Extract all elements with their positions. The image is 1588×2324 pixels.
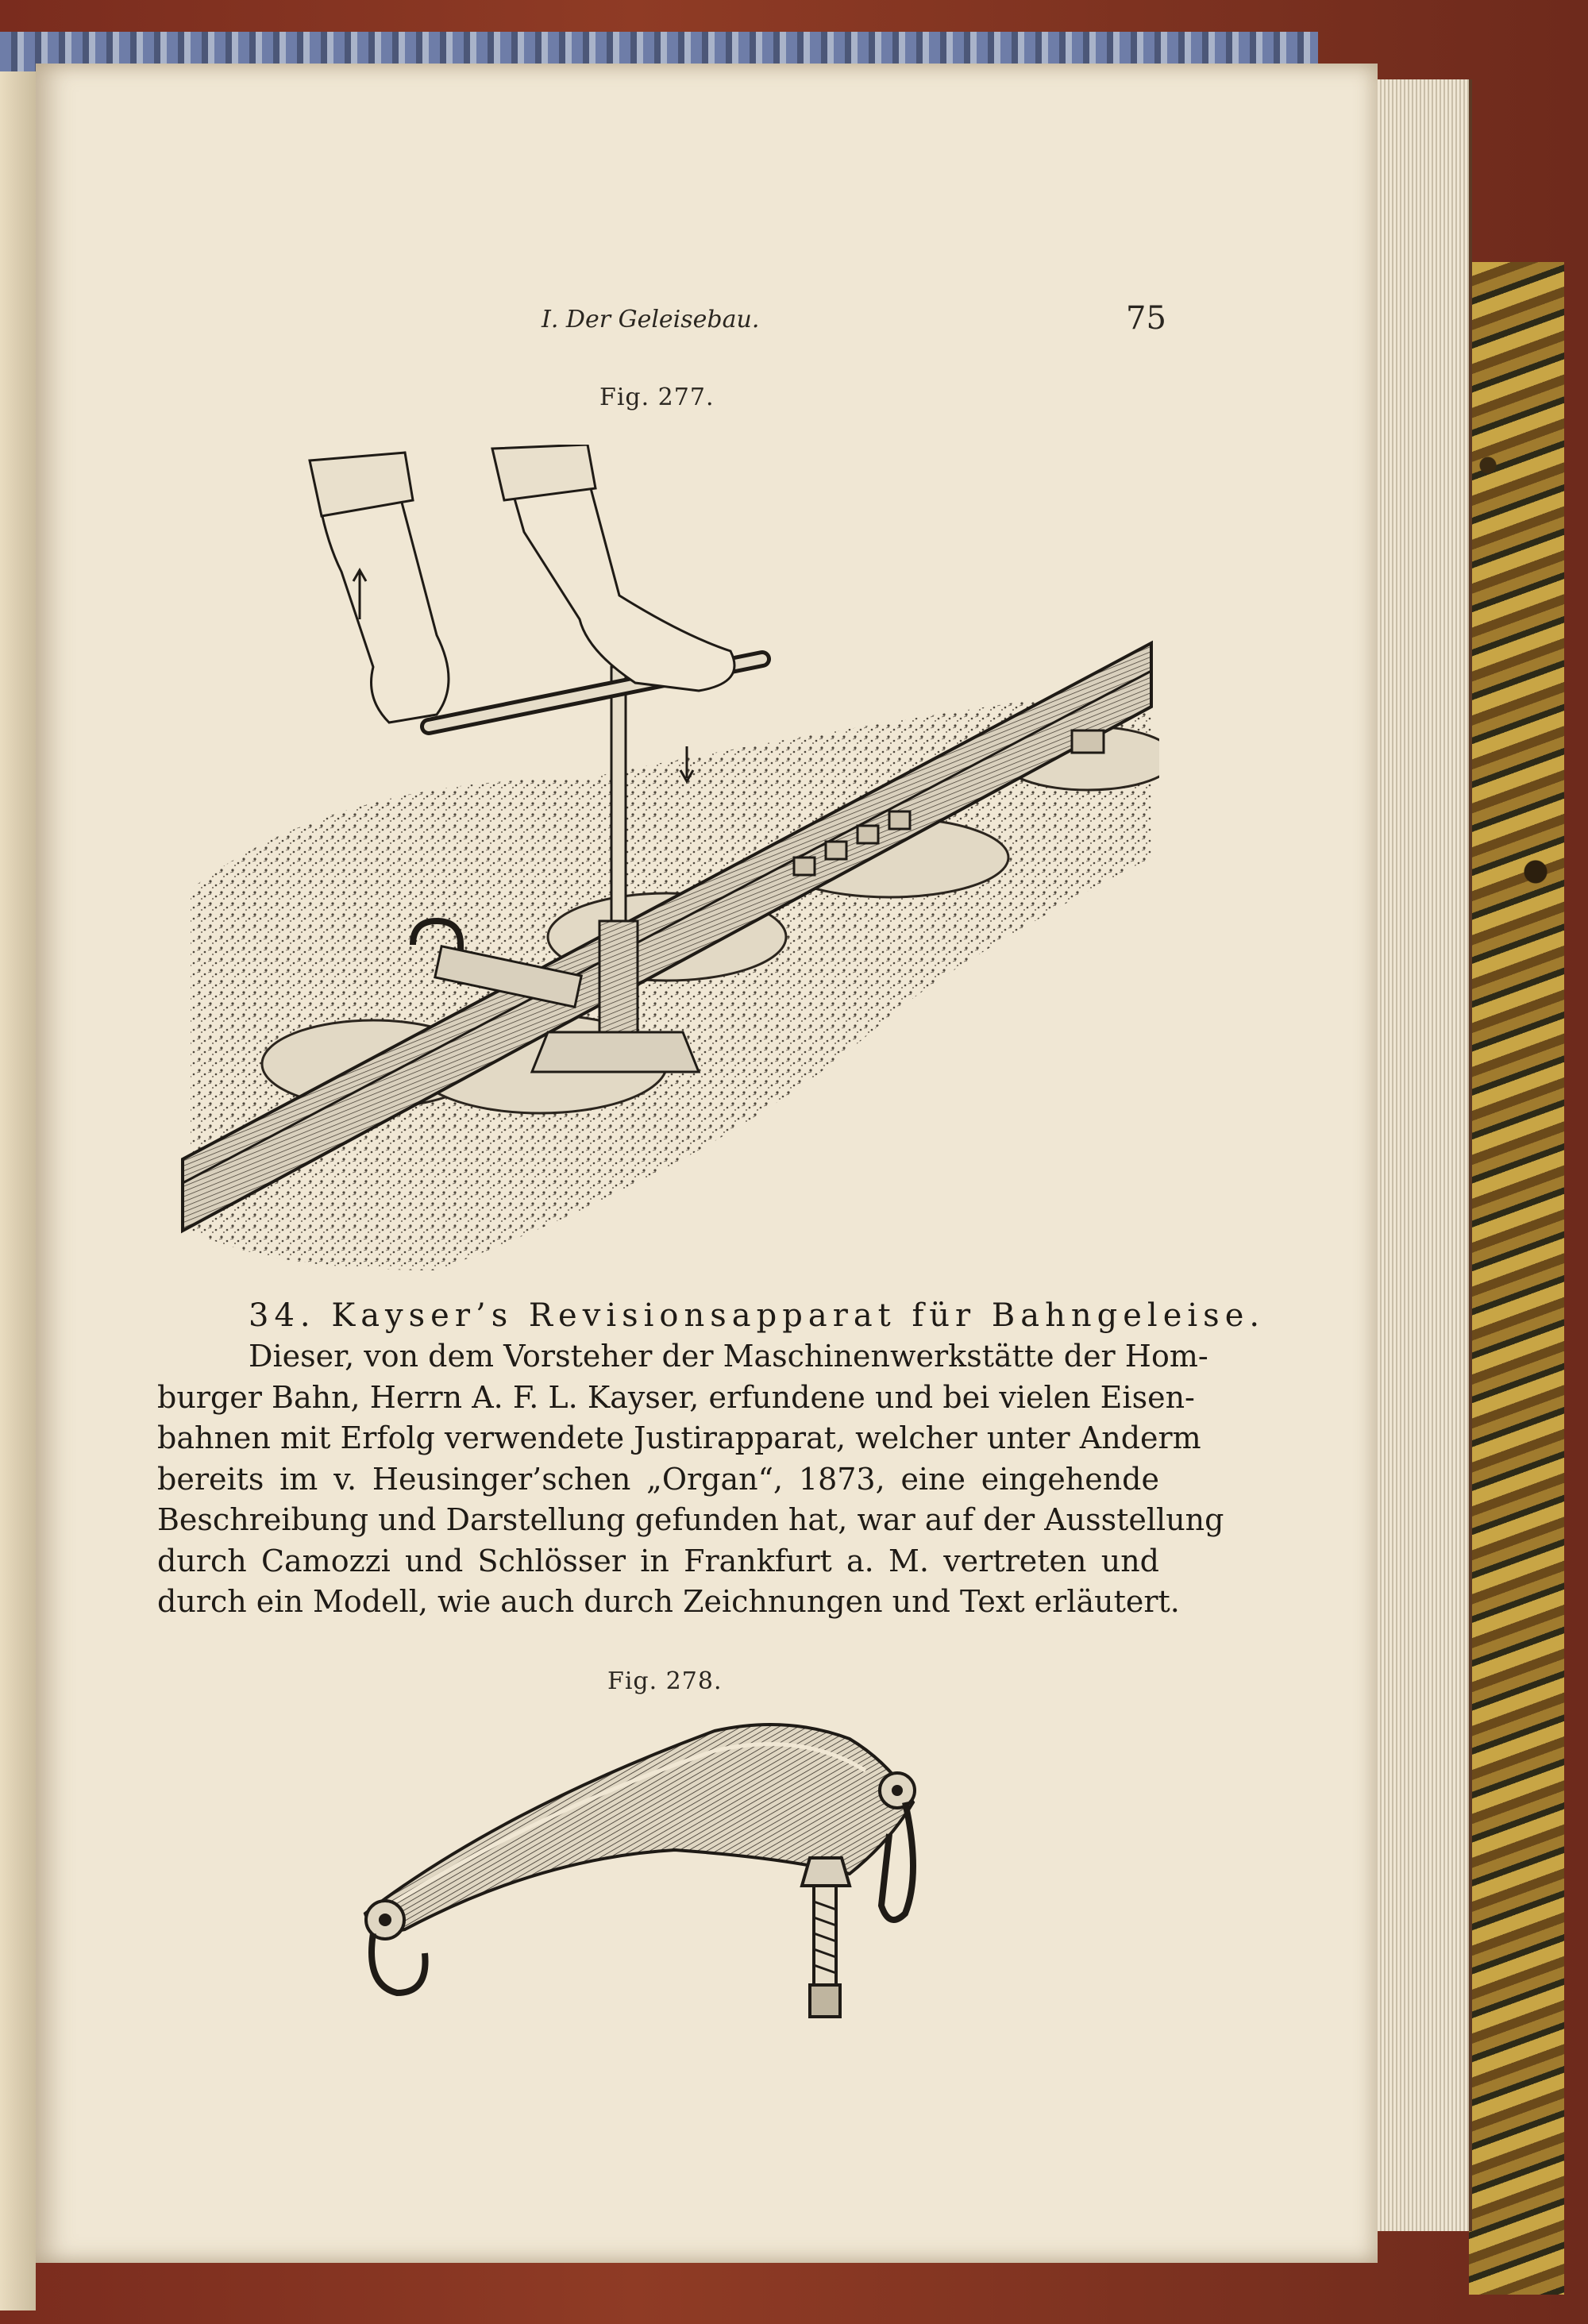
figure-caption-278: Fig. 278. xyxy=(607,1667,723,1695)
facing-page-edge xyxy=(0,71,36,2311)
rail-leveling-device-icon xyxy=(175,445,1159,1278)
page-stack-edge xyxy=(1378,79,1472,2231)
body-line: durch Camozzi und Schlösser in Frankfurt a. M. vertreten und xyxy=(157,1543,1159,1578)
page-number: 75 xyxy=(1126,300,1166,337)
figure-caption-277: Fig. 277. xyxy=(599,383,715,411)
body-line: Beschreibung und Darstellung gefunden hat, war auf der Ausstellung xyxy=(157,1502,1224,1537)
section-heading: 34. Kayser’s Revisionsapparat für Bahngeleise. xyxy=(249,1297,1266,1334)
marbled-endpaper xyxy=(1469,262,1564,2295)
running-head: I. Der Geleisebau. xyxy=(542,306,760,333)
body-line: bahnen mit Erfolg verwendete Justirapparat, welcher unter Anderm xyxy=(157,1420,1201,1455)
body-line: Dieser, von dem Vorsteher der Maschinenwerkstätte der Hom- xyxy=(249,1339,1208,1374)
rail-clamp-icon xyxy=(341,1715,945,2033)
body-paragraph xyxy=(157,1336,1224,1623)
body-line: bereits im v. Heusinger’schen „Organ“, 1873, eine eingehende xyxy=(157,1461,1159,1497)
body-line: durch ein Modell, wie auch durch Zeichnungen und Text erläutert. xyxy=(157,1584,1180,1619)
body-line: burger Bahn, Herrn A. F. L. Kayser, erfundene und bei vielen Eisen- xyxy=(157,1379,1195,1415)
